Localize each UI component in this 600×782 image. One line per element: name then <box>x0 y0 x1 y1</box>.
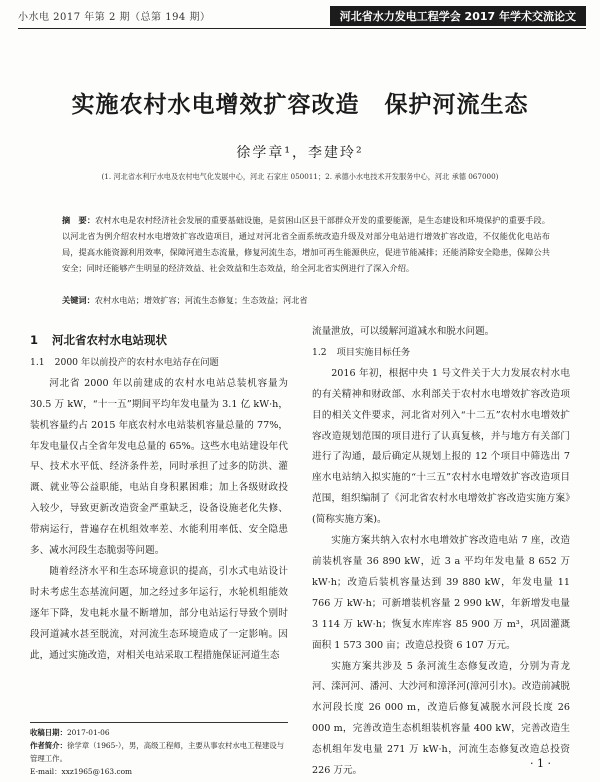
author-bio-label: 作者简介： <box>30 741 67 750</box>
author-bio <box>30 739 288 765</box>
authors: 徐学章¹，李建玲² <box>236 145 364 161</box>
body-paragraph: 实施方案共纳入农村水电增效扩容改造电站 7 座，改造前装机容量 36 890 kW，近 3 a 平均年发电量 8 652 万 kW·h；改造后装机容量达到 39 880 kW，年发电量 11 766 万 kW·h；可新增装机容量 2 990 kW，年新增发电量 3 114 万 kW·h；恢复水库库容 85 900 万 m³，巩固灌溉面积 1 573 300 亩；改造总投资 6 107 万元。 <box>312 535 570 651</box>
received-label: 收稿日期： <box>30 728 67 737</box>
keywords <box>62 293 550 307</box>
abstract <box>62 212 550 276</box>
left-column <box>30 330 288 667</box>
subsection-title: 2000 年以前投产的农村水电站存在问题 <box>54 356 219 368</box>
conference-banner: 河北省水力发电工程学会 2017 年学术交流论文 <box>330 6 586 26</box>
body-paragraph: 实施方案共涉及 5 条河流生态修复改造，分别为青龙河、滦河河、潘河、大沙河和漳泽河(漳河引水)。改造前减脱水河段长度 26 000 m，改造后修复减脱水河段长度 26 000 m，完善改造生态机组装机容量 400 kW，完善改造生态机组年发电量 271 万 kW·h，河流生态修复改造总投资 226 万元。 <box>312 660 570 777</box>
subsection-number: 1.1 <box>30 356 45 368</box>
subsection-title: 项目实施目标任务 <box>336 346 411 358</box>
affiliations: (1. 河北省水利厅水电及农村电气化发展中心，河北 石家庄 050011；2. 承德小水电技术开发服务中心，河北 承德 067000) <box>101 172 499 181</box>
abstract-text: 农村水电是农村经济社会发展的重要基础设施，是贫困山区县干部群众开发的重要能源，是生态建设和环境保护的重要手段。以河北省为例介绍农村水电增效扩容改造项目，通过对河北省全面系统改造升级及对部分电站进行增效扩容改造，不仅能优化电站布局，提高水能资源利用效率，保障河道生态流量，修复河流生态，增加可再生能源供应，促进节能减排；还能消除安全隐患，保障公共安全；同时还能够产生明显的经济效益、社会效益和生态效益，给全河北省实例进行了深入介绍。 <box>62 215 550 273</box>
running-header <box>18 4 586 30</box>
header-divider <box>18 28 586 29</box>
body-paragraph: 流量泄放，可以缓解河道减水和脱水问题。 <box>312 326 495 337</box>
body-paragraph: 随着经济水平和生态环境意识的提高，引水式电站设计时未考虑生态基流问题，加之经过多年运行，水轮机组能效逐年下降，发电耗水量不断增加，部分电站运行导致个别时段河道减水甚至脱流，对河流生态环境造成了一定影响。因此，通过实施改造，对相关电站采取工程措施保证河道生态 <box>30 565 288 661</box>
section-title: 河北省农村水电站现状 <box>52 333 168 347</box>
received-date <box>30 726 288 739</box>
body-paragraph: 2016 年初，根据中央 1 号文件关于大力发展农村水电的有关精神和财政部、水利部关于农村水电增效扩容改造项目的相关文件要求，河北省对列入“十二五”农村水电增效扩容改造规划范围的项目进行了认真复核，并与地方有关部门进行了沟通，最后确定从规划上报的 12 个项目中筛选出 7 座水电站纳入拟实施的“十三五”农村水电增效扩容改造项目范围，组织编制了《河北省农村水电增效扩容改造实施方案》(简称实施方案)。 <box>312 367 570 526</box>
section-number: 1 <box>30 333 39 347</box>
author-email: E-mail：xxz1965@163.com <box>30 767 133 776</box>
page-number: · 1 · <box>530 757 551 770</box>
author-bio-text: 徐学章（1965-），男，高级工程师，主要从事农村水电工程建设与管理工作。 <box>30 741 285 763</box>
body-paragraph: 河北省 2000 年以前建成的农村水电站总装机容量为 30.5 万 kW，“十一五”期间平均年发电量为 3.1 亿 kW·h，装机容量约占 2015 年底农村水电站装机容量总量的 77%，年发电量仅占全省年发电总量的 65%。这些水电站建设年代早、技术水平低、经济条件差，同时承担了过多的防洪、灌溉、就业等公益职能，电站自身积累困难；加上各级财政投入较少，导致更新改造资金严重缺乏，设备设施老化失修、带病运行，普遍存在机组效率差、水能利用率低、安全隐患多、减水河段生态脆弱等问题。 <box>30 377 288 557</box>
subsection-heading <box>30 353 288 374</box>
subsection-heading <box>312 343 570 364</box>
section-heading <box>30 330 288 351</box>
keywords-text: 农村水电站；增效扩容；河流生态修复；生态效益；河北省 <box>94 295 308 305</box>
journal-issue: 小水电 2017 年第 2 期（总第 194 期） <box>18 12 211 23</box>
footnote <box>30 722 288 778</box>
subsection-number: 1.2 <box>312 346 327 358</box>
keywords-label: 关键词： <box>62 295 95 305</box>
right-column <box>312 322 570 782</box>
abstract-label: 摘 要： <box>62 215 96 225</box>
received-value: 2017-01-06 <box>66 728 110 737</box>
article-title: 实施农村水电增效扩容改造 保护河流生态 <box>71 92 529 118</box>
